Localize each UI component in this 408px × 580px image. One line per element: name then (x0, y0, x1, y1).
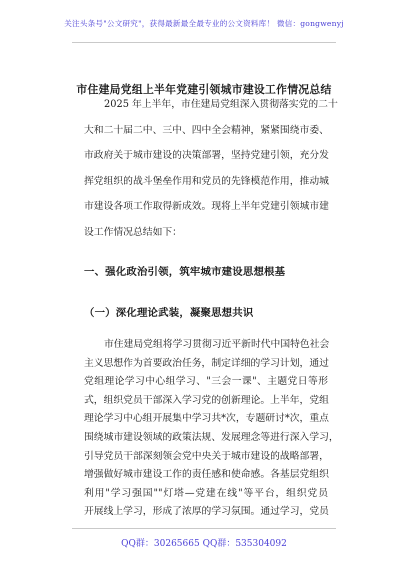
paragraph-line: 市建设各项工作取得新成效。现将上半年党建引领城市建 (84, 201, 329, 213)
paragraph-line: 开展线上学习，形成了浓厚的学习氛围。通过学习，党员 (84, 506, 329, 518)
promo-banner: 关注头条号"公文研究"，获得最新最全最专业的公文资料库！ 微信：gongwenyj (64, 19, 344, 28)
paragraph-line: 挥党组织的战斗堡垒作用和党员的先锋模范作用，推动城 (84, 175, 329, 187)
paragraph-line: 市政府关于城市建设的决策部署，坚持党建引领，充分发 (84, 150, 329, 162)
paragraph-line: 主义思想作为首要政治任务，制定详细的学习计划，通过 (84, 357, 329, 369)
document-title: 市住建局党组上半年党建引领城市建设工作情况总结 (76, 83, 332, 96)
section-heading: 一、强化政治引领，筑牢城市建设思想根基 (84, 266, 286, 278)
paragraph-line: 党组理论学习中心组学习、"三会一课"、主题党日等形 (84, 376, 328, 388)
paragraph-line: 设工作情况总结如下： (84, 226, 182, 238)
paragraph-line: 围绕城市建设领域的政策法规、发展理念等进行深入学习， (84, 431, 339, 443)
intro-paragraph (84, 92, 338, 246)
footer-divider (72, 528, 336, 529)
paragraph-line: 增强做好城市建设工作的责任感和使命感。各基层党组织 (84, 469, 329, 481)
subsection-heading: （一）深化理论武装，凝聚思想共识 (84, 307, 254, 319)
body-paragraph (84, 336, 339, 522)
paragraph-line: 理论学习中心组开展集中学习共*次，专题研讨*次，重点 (84, 413, 329, 425)
paragraph-line: 式，组织党员干部深入学习党的创新理论。上半年，党组 (84, 394, 329, 406)
paragraph-line: 引导党员干部深刻领会党中央关于城市建设的战略部署， (84, 450, 329, 462)
paragraph-line: 2025 年上半年，市住建局党组深入贯彻落实党的二十 (104, 99, 338, 110)
header-divider (72, 42, 336, 43)
qq-group-footer: QQ群：30265665 QQ群：535304092 (121, 539, 287, 549)
paragraph-line: 利用"学习强国""灯塔—党建在线"等平台，组织党员 (84, 487, 328, 499)
paragraph-line: 市住建局党组将学习贯彻习近平新时代中国特色社会 (104, 339, 330, 350)
paragraph-line: 大和二十届二中、三中、四中全会精神，紧紧围绕市委、 (84, 124, 329, 136)
